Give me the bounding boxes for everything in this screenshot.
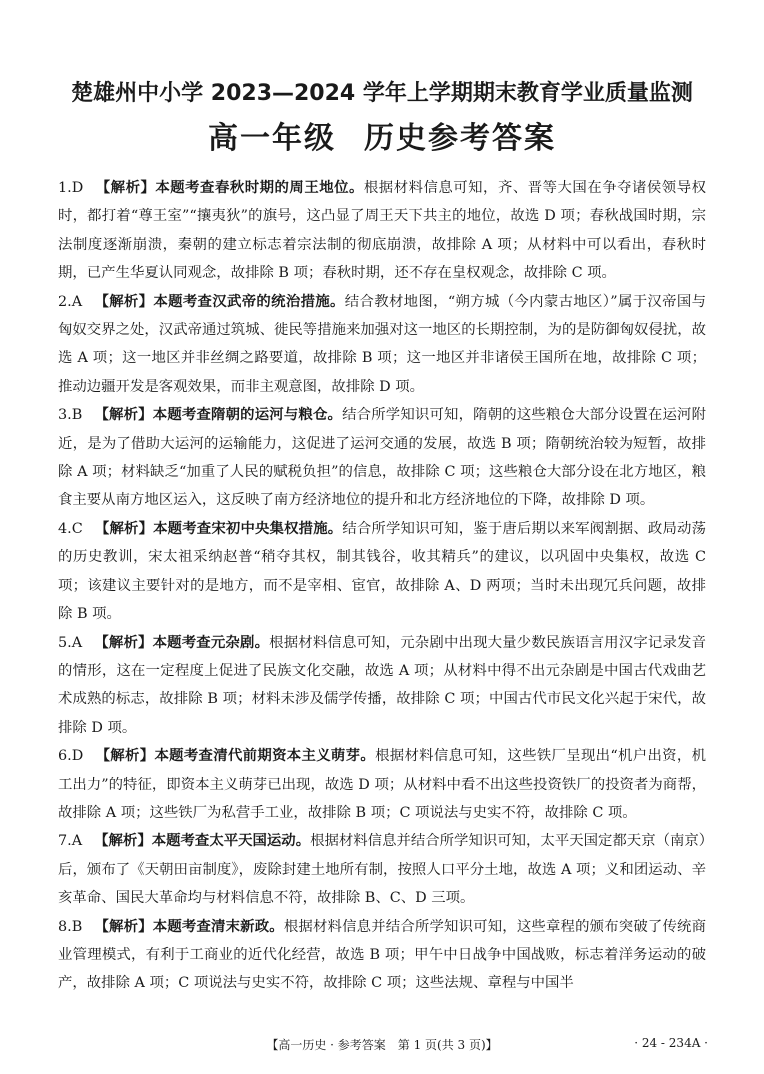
answer-item [58, 742, 706, 827]
answer-letter: A [71, 634, 83, 651]
explanation-text: 结合所学知识可知，隋朝的这些粮仓大部分设置在运河附近，是为了借助大运河的运输能力，这促进了运河交通的发展，故选 B 项；隋朝统治较为短暂，故排除 A 项；材料缺乏“加重了人民的赋税负担”的信息，故排除 C 项；这些粮仓大部分设在北方地区，粮食主要从南方地区运入，这反映了南方经济地位的提升和北方经济地位的下降，故排除 D 项。 [58, 407, 706, 509]
answer-letter: C [71, 520, 83, 537]
answer-item [58, 401, 706, 515]
topic-text: 本题考查宋初中央集权措施。 [153, 520, 343, 537]
analysis-tag: 【解析】 [94, 293, 154, 310]
answer-item [58, 629, 706, 743]
answer-item [58, 827, 706, 912]
topic-text: 本题考查春秋时期的周王地位。 [155, 180, 364, 196]
item-number: 7. [58, 833, 72, 850]
exam-title: 楚雄州中小学 2023—2024 学年上学期期末教育学业质量监测 [71, 81, 693, 106]
grade-label: 高一年级 [208, 121, 336, 156]
analysis-tag: 【解析】 [94, 634, 153, 651]
item-number: 2. [58, 293, 72, 310]
document-type-label: 历史参考答案 [364, 121, 556, 156]
footer-page-info: 【高一历史 · 参考答案 第 1 页(共 3 页)】 [266, 1038, 498, 1052]
analysis-tag: 【解析】 [95, 180, 156, 196]
explanation-text: 根据材料信息可知，这些铁厂呈现出“机户出资，机工出力”的特征，即资本主义萌芽已出现，故选 D 项；从材料中看不出这些投资铁厂的投资者为商帮，故排除 A 项；这些铁厂为私营手工业，故排除 B 项；C 项说法与史实不符，故排除 C 项。 [58, 748, 706, 821]
footer-exam-code: · 24 - 234A · [634, 1036, 708, 1050]
item-number: 4. [58, 520, 72, 537]
analysis-tag: 【解析】 [94, 833, 152, 850]
topic-text: 本题考查隋朝的运河与粮仓。 [152, 407, 343, 424]
answer-letter: A [71, 293, 83, 310]
analysis-tag: 【解析】 [94, 918, 153, 935]
analysis-tag: 【解析】 [94, 407, 153, 424]
explanation-text: 根据材料信息并结合所学知识可知，这些章程的颁布突破了传统商业管理模式，有利于工商业的近代化经营，故选 B 项；甲午中日战争中国战败，标志着洋务运动的破产，故排除 A 项；C 项说法与史实不符，故排除 C 项；这些法规、章程与中国半 [58, 918, 706, 992]
explanation-text: 结合教材地图，“朔方城（今内蒙古地区）”属于汉帝国与匈奴交界之处，汉武帝通过筑城、徙民等措施来加强对这一地区的长期控制，为的是防御匈奴侵扰，故选 A 项；这一地区并非丝绸之路要道，故排除 B 项；这一地区并非诸侯王国所在地，故排除 C 项；推动边疆开发是客观效果，而非主观意图，故排除 D 项。 [58, 293, 706, 395]
analysis-tag: 【解析】 [95, 748, 155, 765]
document-subtitle [0, 113, 764, 157]
answer-list [58, 174, 706, 998]
topic-text: 本题考查太平天国运动。 [151, 833, 311, 850]
item-number: 1. [58, 180, 72, 196]
answer-item [58, 288, 706, 402]
explanation-text: 结合所学知识可知，鉴于唐后期以来军阀割据、政局动荡的历史教训，宋太祖采纳赵普“稍夺其权，制其钱谷，收其精兵”的建议，以巩固中央集权，故选 C 项；该建议主要针对的是地方，而不是宰相、宦官，故排除 A、D 两项；当时未出现冗兵问题，故排除 B 项。 [58, 520, 706, 623]
answer-item [58, 913, 706, 998]
answer-letter: B [71, 918, 83, 935]
answer-item [58, 174, 706, 288]
analysis-tag: 【解析】 [94, 520, 154, 537]
topic-text: 本题考查清代前期资本主义萌芽。 [154, 748, 376, 765]
item-number: 8. [58, 918, 72, 935]
item-number: 6. [58, 748, 72, 765]
explanation-text: 根据材料信息并结合所学知识可知，太平天国定都天京（南京）后，颁布了《天朝田亩制度》，废除封建土地所有制，按照人口平分土地，故选 A 项；义和团运动、辛亥革命、国民大革命均与材料信息不符，故排除 B、C、D 三项。 [58, 833, 706, 907]
item-number: 3. [58, 407, 72, 424]
answer-letter: A [71, 833, 83, 850]
answer-letter: B [71, 407, 83, 424]
topic-text: 本题考查元杂剧。 [152, 634, 270, 651]
topic-text: 本题考查清末新政。 [152, 918, 284, 935]
explanation-text: 根据材料信息可知，元杂剧中出现大量少数民族语言用汉字记录发音的情形，这在一定程度上促进了民族文化交融，故选 A 项；从材料中得不出元杂剧是中国古代戏曲艺术成熟的标志，故排除 B 项；材料未涉及儒学传播，故排除 C 项；中国古代市民文化兴起于宋代，故排除 D 项。 [58, 634, 706, 736]
answer-letter: D [71, 180, 84, 196]
explanation-text: 根据材料信息可知，齐、晋等大国在争夺诸侯领导权时，都打着“尊王室”“攘夷狄”的旗号，这凸显了周王天下共主的地位，故选 D 项；春秋战国时期，宗法制度逐渐崩溃，秦朝的建立标志着宗法制的彻底崩溃，故排除 A 项；从材料中可以看出，春秋时期，已产生华夏认同观念，故排除 B 项；春秋时期，还不存在皇权观念，故排除 C 项。 [58, 180, 706, 282]
topic-text: 本题考查汉武帝的统治措施。 [153, 293, 345, 310]
answer-letter: D [71, 748, 84, 765]
item-number: 5. [58, 634, 72, 651]
answer-item [58, 515, 706, 629]
